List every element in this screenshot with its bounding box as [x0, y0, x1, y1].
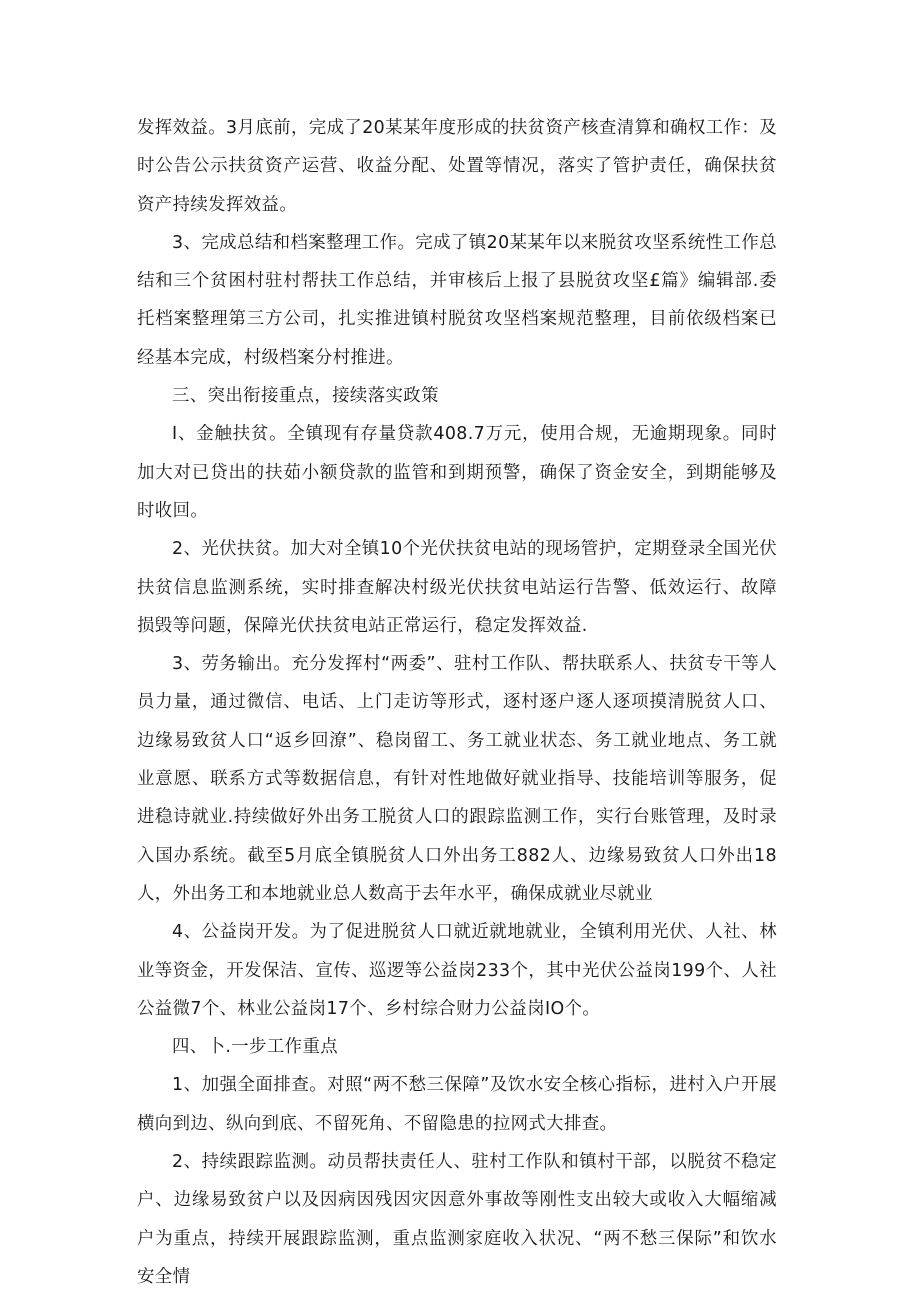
- paragraph-public-posts: 4、公益岗开发。为了促进脱贫人口就近就地就业，全镇利用光伏、人社、林业等资金，开发保洁、宣传、巡逻等公益岗233个，其中光伏公益岗199个、人社公益微7个、林业公益岗17个、乡村综合财力公益岗IO个。: [137, 922, 777, 1019]
- paragraph-continuation: 发挥效益。3月底前，完成了20某某年度形成的扶贫资产核查清算和确权工作：及时公告公示扶贫资产运营、收益分配、处置等情况，落实了管护责任，确保扶贫资产持续发挥效益。: [137, 118, 777, 215]
- paragraph-labor-export: 3、劳务输出。充分发挥村“两委”、驻村工作队、帮扶联系人、扶贫专干等人员力量，通过微信、电话、上门走访等形式，逐村逐户逐人逐项摸清脱贫人口、边缘易致贫人口“返乡回潦”、稳岗留工、务工就业状态、务工就业地点、务工就业意愿、联系方式等数据信息，有针对性地做好就业指导、技能培训等服务，促进稳诗就业.持续做好外出务工脱贫人口的跟踪监测工作，实行台账管理，及时录入国办系统。截至5月底全镇脱贫人口外出务工882人、边缘易致贫人口外出18人，外出务工和本地就业总人数高于去年水平，确保成就业尽就业: [137, 654, 777, 904]
- paragraph-photovoltaic: 2、光伏扶贫。加大对全镇10个光伏扶贫电站的现场管护，定期登录全国光伏扶贫信息监测系统，实时排查解决村级光伏扶贫电站运行告警、低效运行、故障损毁等问题，保障光伏扶贫电站正常运行，稳定发挥效益.: [137, 539, 777, 636]
- section-heading-4: 四、卜.一步工作重点: [172, 1037, 339, 1058]
- paragraph-finance: I、金触扶贫。全镇现有存量贷款408.7万元，使用合规，无逾期现象。同时加大对已贷出的扶茹小额贷款的监管和到期预警，确保了资金安全，到期能够及时收回。: [137, 424, 777, 521]
- paragraph-monitoring: 2、持续跟踪监测。动员帮扶责任人、驻村工作队和镇村干部，以脱贫不稳定户、边缘易致贫户以及因病因残因灾因意外事故等刚性支出较大或收入大幅缩减户为重点，持续开展跟踪监测，重点监测家庭收入状况、“两不愁三保际”和饮水安全情: [137, 1152, 777, 1287]
- document-body: [137, 109, 777, 1296]
- section-heading-3: 三、突出衔接重点，接续落实政策: [172, 386, 439, 407]
- paragraph-summary-archives: 3、完成总结和档案整理工作。完成了镇20某某年以来脱贫攻坚系统性工作总结和三个贫困村驻村帮扶工作总结，并审核后上报了县脱贫攻坚£篇》编辑部.委托档案整理第三方公司，扎实推进镇村脱贫攻坚档案规范整理，目前依级档案已经基本完成，村级档案分村推进。: [137, 232, 777, 368]
- paragraph-investigation: 1、加强全面排查。对照“两不愁三保障”及饮水安全核心指标，进村入户开展横向到边、纵向到底、不留死角、不留隐患的拉网式大排查。: [137, 1075, 777, 1134]
